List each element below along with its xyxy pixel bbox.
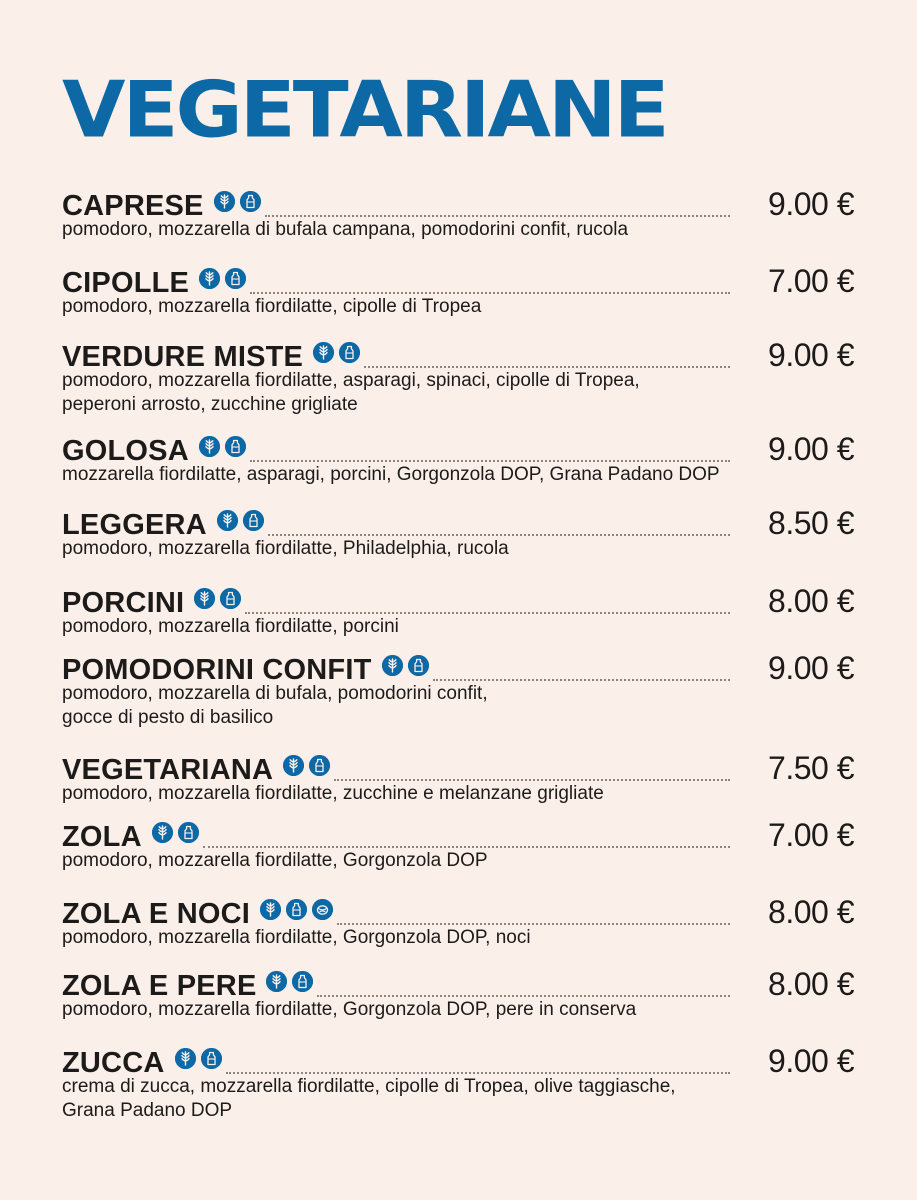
allergen-icons: [313, 342, 360, 363]
item-description: pomodoro, mozzarella di bufala, pomodorini confit,: [62, 683, 488, 704]
menu-item: [62, 819, 856, 873]
wheat-icon: [260, 899, 281, 920]
dotted-leader: [337, 923, 730, 925]
menu-item: [62, 652, 856, 730]
allergen-icons: [266, 971, 313, 992]
item-name: CAPRESE: [62, 190, 204, 222]
allergen-icons: [175, 1048, 222, 1069]
wheat-icon: [199, 436, 220, 457]
item-name-group: [62, 585, 241, 621]
wheat-icon: [214, 191, 235, 212]
allergen-icons: [283, 755, 330, 776]
milk-icon: [178, 822, 199, 843]
item-description: pomodoro, mozzarella fiordilatte, asparagi, spinaci, cipolle di Tropea,: [62, 370, 640, 391]
item-name-group: [62, 752, 330, 788]
item-description: pomodoro, mozzarella fiordilatte, porcini: [62, 616, 399, 637]
milk-icon: [243, 510, 264, 531]
menu-item: [62, 752, 856, 806]
item-name: ZUCCA: [62, 1047, 165, 1079]
wheat-icon: [194, 588, 215, 609]
milk-icon: [225, 436, 246, 457]
item-price: 7.50 €: [768, 750, 854, 786]
item-price: 8.00 €: [768, 583, 854, 619]
menu-item: [62, 188, 856, 242]
dotted-leader: [245, 612, 730, 614]
dotted-leader: [250, 460, 730, 462]
item-price: 7.00 €: [768, 817, 854, 853]
wheat-icon: [217, 510, 238, 531]
item-header: [62, 819, 856, 855]
dotted-leader: [433, 679, 730, 681]
menu-item: [62, 585, 856, 639]
dotted-leader: [250, 292, 730, 294]
item-price: 9.00 €: [768, 431, 854, 467]
item-description: pomodoro, mozzarella fiordilatte, Gorgonzola DOP, pere in conserva: [62, 999, 637, 1020]
item-header: [62, 585, 856, 621]
wheat-icon: [175, 1048, 196, 1069]
item-description: crema di zucca, mozzarella fiordilatte, cipolle di Tropea, olive taggiasche,: [62, 1076, 676, 1097]
wheat-icon: [199, 268, 220, 289]
item-name: CIPOLLE: [62, 267, 190, 299]
nut-icon: [312, 899, 333, 920]
item-name: ZOLA E PERE: [62, 970, 257, 1002]
wheat-icon: [152, 822, 173, 843]
item-description: pomodoro, mozzarella fiordilatte, Gorgonzola DOP: [62, 850, 488, 871]
allergen-icons: [382, 655, 429, 676]
item-price: 9.00 €: [768, 337, 854, 373]
menu-item: [62, 339, 856, 417]
allergen-icons: [260, 899, 333, 920]
item-header: [62, 968, 856, 1004]
item-header: [62, 188, 856, 224]
allergen-icons: [199, 436, 246, 457]
item-price: 7.00 €: [768, 263, 854, 299]
item-header: [62, 1045, 856, 1081]
milk-icon: [225, 268, 246, 289]
allergen-icons: [152, 822, 199, 843]
item-name-group: [62, 652, 429, 688]
menu-item: [62, 1045, 856, 1123]
allergen-icons: [199, 268, 246, 289]
item-name-group: [62, 265, 246, 301]
item-description: Grana Padano DOP: [62, 1100, 233, 1121]
item-name: LEGGERA: [62, 509, 207, 541]
item-description: pomodoro, mozzarella fiordilatte, Gorgonzola DOP, noci: [62, 927, 531, 948]
wheat-icon: [266, 971, 287, 992]
dotted-leader: [268, 534, 730, 536]
dotted-leader: [265, 215, 730, 217]
item-name: ZOLA: [62, 821, 142, 853]
item-header: [62, 265, 856, 301]
item-header: [62, 339, 856, 375]
milk-icon: [201, 1048, 222, 1069]
allergen-icons: [214, 191, 261, 212]
item-description: pomodoro, mozzarella fiordilatte, zucchine e melanzane grigliate: [62, 783, 604, 804]
item-name: GOLOSA: [62, 435, 189, 467]
wheat-icon: [382, 655, 403, 676]
dotted-leader: [317, 995, 730, 997]
allergen-icons: [217, 510, 264, 531]
item-header: [62, 752, 856, 788]
milk-icon: [309, 755, 330, 776]
item-description: pomodoro, mozzarella fiordilatte, cipolle di Tropea: [62, 296, 482, 317]
menu-item: [62, 265, 856, 319]
milk-icon: [339, 342, 360, 363]
milk-icon: [286, 899, 307, 920]
item-description: pomodoro, mozzarella di bufala campana, pomodorini confit, rucola: [62, 219, 629, 240]
item-name: VEGETARIANA: [62, 754, 274, 786]
page-title: VEGETARIANE: [62, 65, 667, 156]
menu-item: [62, 968, 856, 1022]
item-name-group: [62, 188, 261, 224]
milk-icon: [408, 655, 429, 676]
wheat-icon: [283, 755, 304, 776]
item-name-group: [62, 507, 264, 543]
milk-icon: [292, 971, 313, 992]
dotted-leader: [334, 779, 730, 781]
item-header: [62, 896, 856, 932]
wheat-icon: [313, 342, 334, 363]
item-name-group: [62, 433, 246, 469]
milk-icon: [240, 191, 261, 212]
item-name-group: [62, 339, 360, 375]
item-name-group: [62, 819, 199, 855]
item-price: 9.00 €: [768, 650, 854, 686]
menu-item: [62, 507, 856, 561]
item-price: 8.00 €: [768, 966, 854, 1002]
item-header: [62, 507, 856, 543]
item-price: 8.00 €: [768, 894, 854, 930]
item-description: peperoni arrosto, zucchine grigliate: [62, 394, 358, 415]
item-name: VERDURE MISTE: [62, 341, 304, 373]
menu-item: [62, 433, 856, 487]
dotted-leader: [203, 846, 730, 848]
item-price: 8.50 €: [768, 505, 854, 541]
item-name: POMODORINI CONFIT: [62, 654, 372, 686]
item-header: [62, 652, 856, 688]
item-price: 9.00 €: [768, 186, 854, 222]
allergen-icons: [194, 588, 241, 609]
item-name: PORCINI: [62, 587, 185, 619]
item-name-group: [62, 968, 313, 1004]
item-name: ZOLA E NOCI: [62, 898, 251, 930]
item-description: pomodoro, mozzarella fiordilatte, Philadelphia, rucola: [62, 538, 509, 559]
item-price: 9.00 €: [768, 1043, 854, 1079]
milk-icon: [220, 588, 241, 609]
item-description: mozzarella fiordilatte, asparagi, porcini, Gorgonzola DOP, Grana Padano DOP: [62, 464, 720, 485]
menu-item: [62, 896, 856, 950]
dotted-leader: [226, 1072, 730, 1074]
item-name-group: [62, 1045, 222, 1081]
item-name-group: [62, 896, 333, 932]
dotted-leader: [364, 366, 730, 368]
item-description: gocce di pesto di basilico: [62, 707, 274, 728]
item-header: [62, 433, 856, 469]
